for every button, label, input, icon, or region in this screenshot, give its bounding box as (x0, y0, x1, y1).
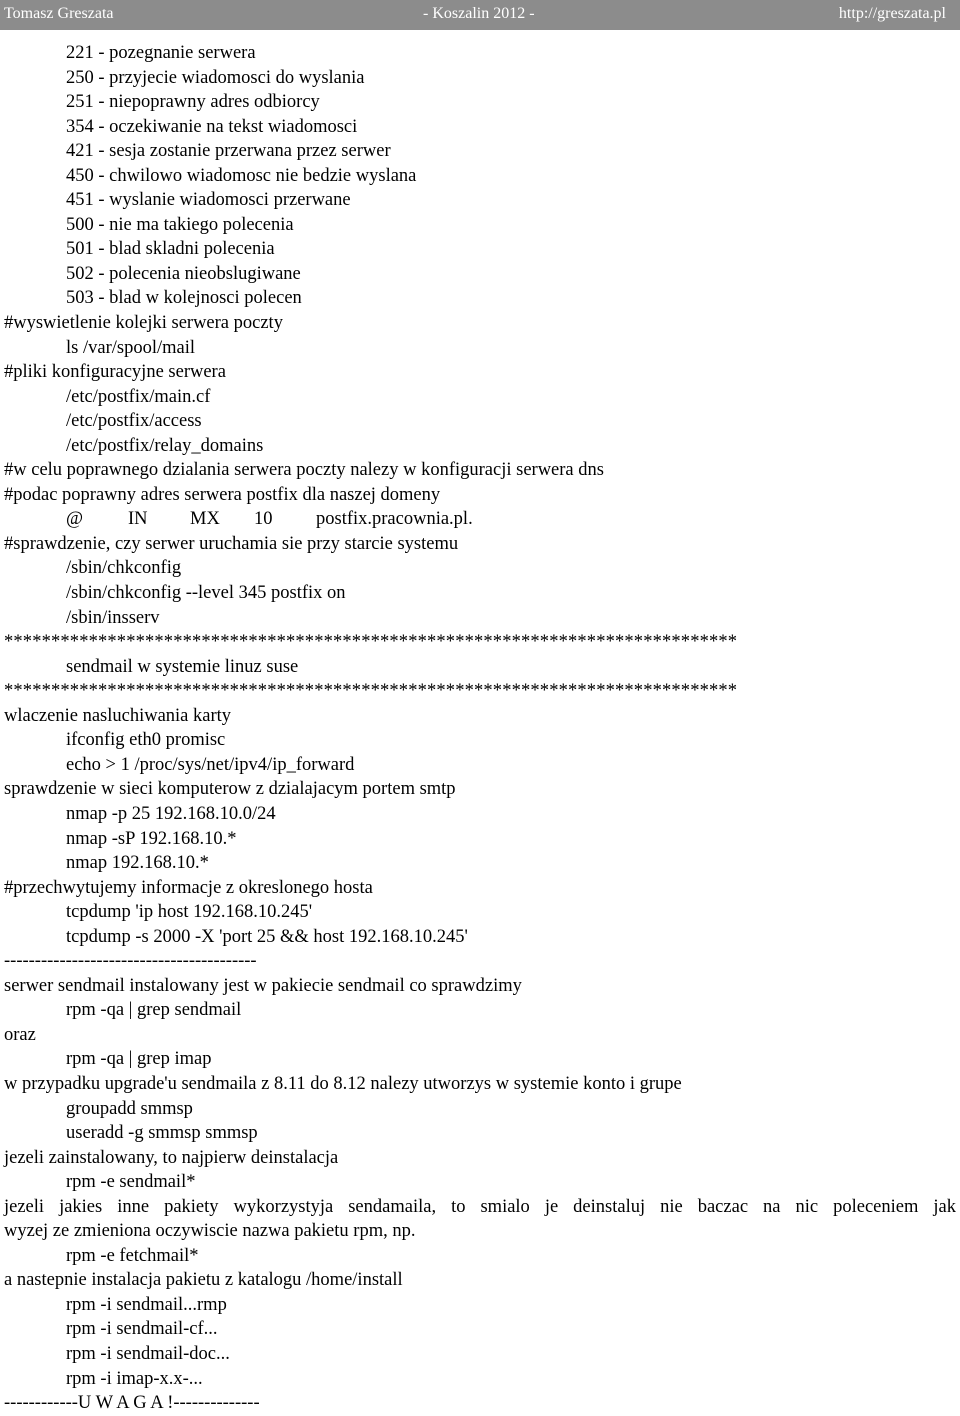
text-line: 251 - niepoprawny adres odbiorcy (66, 92, 320, 113)
dns-host: postfix.pracownia.pl. (316, 509, 473, 530)
code-line: rpm -i imap-x.x-... (66, 1368, 203, 1389)
document-body (0, 41, 960, 1416)
code-line: rpm -qa | grep sendmail (66, 1000, 242, 1021)
code-line: rpm -i sendmail-doc... (66, 1343, 230, 1364)
code-line: rpm -e sendmail* (66, 1172, 196, 1193)
code-line: /sbin/chkconfig --level 345 postfix on (66, 583, 346, 604)
text-line: 221 - pozegnanie serwera (66, 43, 256, 63)
code-line: /etc/postfix/relay_domains (66, 435, 264, 456)
separator-dashes: ----------------------------------------- (4, 951, 257, 972)
code-line: tcpdump 'ip host 192.168.10.245' (66, 902, 313, 923)
text-line: 501 - blad skladni polecenia (66, 239, 275, 260)
code-line: /etc/postfix/main.cf (66, 386, 211, 407)
text-line: 354 - oczekiwanie na tekst wiadomosci (66, 116, 358, 137)
comment-line: #przechwytujemy informacje z okreslonego hosta (4, 877, 373, 898)
code-line: rpm -i sendmail...rmp (66, 1294, 227, 1315)
text-line: sprawdzenie w sieci komputerow z dzialajacym portem smtp (4, 779, 456, 800)
comment-line: #sprawdzenie, czy serwer uruchamia sie przy starcie systemu (4, 533, 459, 554)
comment-line: #w celu poprawnego dzialania serwera poczty nalezy w konfiguracji serwera dns (4, 460, 604, 481)
header-location-year: - Koszalin 2012 - (423, 5, 535, 22)
code-line: rpm -qa | grep imap (66, 1049, 212, 1070)
text-line: wyzej ze zmieniona oczywiscie nazwa pakietu rpm, np. (4, 1221, 416, 1242)
comment-line: #wyswietlenie kolejki serwera poczty (4, 313, 283, 334)
code-line: rpm -i sendmail-cf... (66, 1319, 218, 1340)
code-line: nmap 192.168.10.* (66, 853, 209, 874)
code-line: rpm -e fetchmail* (66, 1245, 199, 1266)
text-line: 500 - nie ma takiego polecenia (66, 214, 294, 235)
text-line: serwer sendmail instalowany jest w pakiecie sendmail co sprawdzimy (4, 975, 522, 996)
code-line: ifconfig eth0 promisc (66, 730, 226, 751)
dns-type: MX (190, 509, 220, 530)
code-line: /sbin/insserv (66, 607, 160, 628)
text-line: oraz (4, 1024, 36, 1045)
header-website: http://greszata.pl (838, 5, 946, 22)
code-line: useradd -g smmsp smmsp (66, 1123, 258, 1144)
section-title: sendmail w systemie linuz suse (66, 656, 299, 677)
page-header (0, 0, 960, 30)
header-author: Tomasz Greszata (4, 5, 114, 22)
dns-name: @ (66, 509, 84, 530)
text-line: 502 - polecenia nieobslugiwane (66, 263, 301, 284)
dns-class: IN (128, 509, 148, 530)
comment-line: #podac poprawny adres serwera postfix dla naszej domeny (4, 484, 441, 505)
text-line: jezeli zainstalowany, to najpierw deinstalacja (4, 1147, 339, 1168)
dns-priority: 10 (254, 509, 273, 530)
text-line: 503 - blad w kolejnosci polecen (66, 288, 302, 309)
code-line: tcpdump -s 2000 -X 'port 25 && host 192.168.10.245' (66, 926, 468, 947)
code-line: /etc/postfix/access (66, 411, 202, 432)
text-line: 421 - sesja zostanie przerwana przez serwer (66, 141, 391, 162)
code-line: /sbin/chkconfig (66, 558, 182, 579)
code-line: echo > 1 /proc/sys/net/ipv4/ip_forward (66, 754, 355, 775)
text-line: a nastepnie instalacja pakietu z katalogu /home/install (4, 1270, 403, 1291)
text-line: 451 - wyslanie wiadomosci przerwane (66, 190, 351, 211)
dns-record-line (0, 507, 960, 532)
code-line: nmap -sP 192.168.10.* (66, 828, 237, 849)
text-line: wlaczenie nasluchiwania karty (4, 705, 232, 726)
comment-line: #pliki konfiguracyjne serwera (4, 362, 226, 383)
separator-stars: ****************************************************************************** (4, 681, 738, 702)
text-line: 450 - chwilowo wiadomosc nie bedzie wyslana (66, 165, 417, 186)
code-line: ls /var/spool/mail (66, 337, 195, 358)
code-line: nmap -p 25 192.168.10.0/24 (66, 803, 276, 824)
text-line-justified: jezeli jakies inne pakiety wykorzystyja sendamaila, to smialo je deinstaluj nie baczac na nic poleceniem jak (4, 1196, 956, 1217)
text-line: w przypadku upgrade'u sendmaila z 8.11 do 8.12 nalezy utworzys w systemie konto i grupe (4, 1073, 682, 1094)
code-line: groupadd smmsp (66, 1098, 193, 1119)
separator-stars: ****************************************************************************** (4, 632, 738, 653)
text-line: 250 - przyjecie wiadomosci do wyslania (66, 67, 365, 88)
warning-separator: ------------U W A G A !-------------- (4, 1393, 260, 1414)
